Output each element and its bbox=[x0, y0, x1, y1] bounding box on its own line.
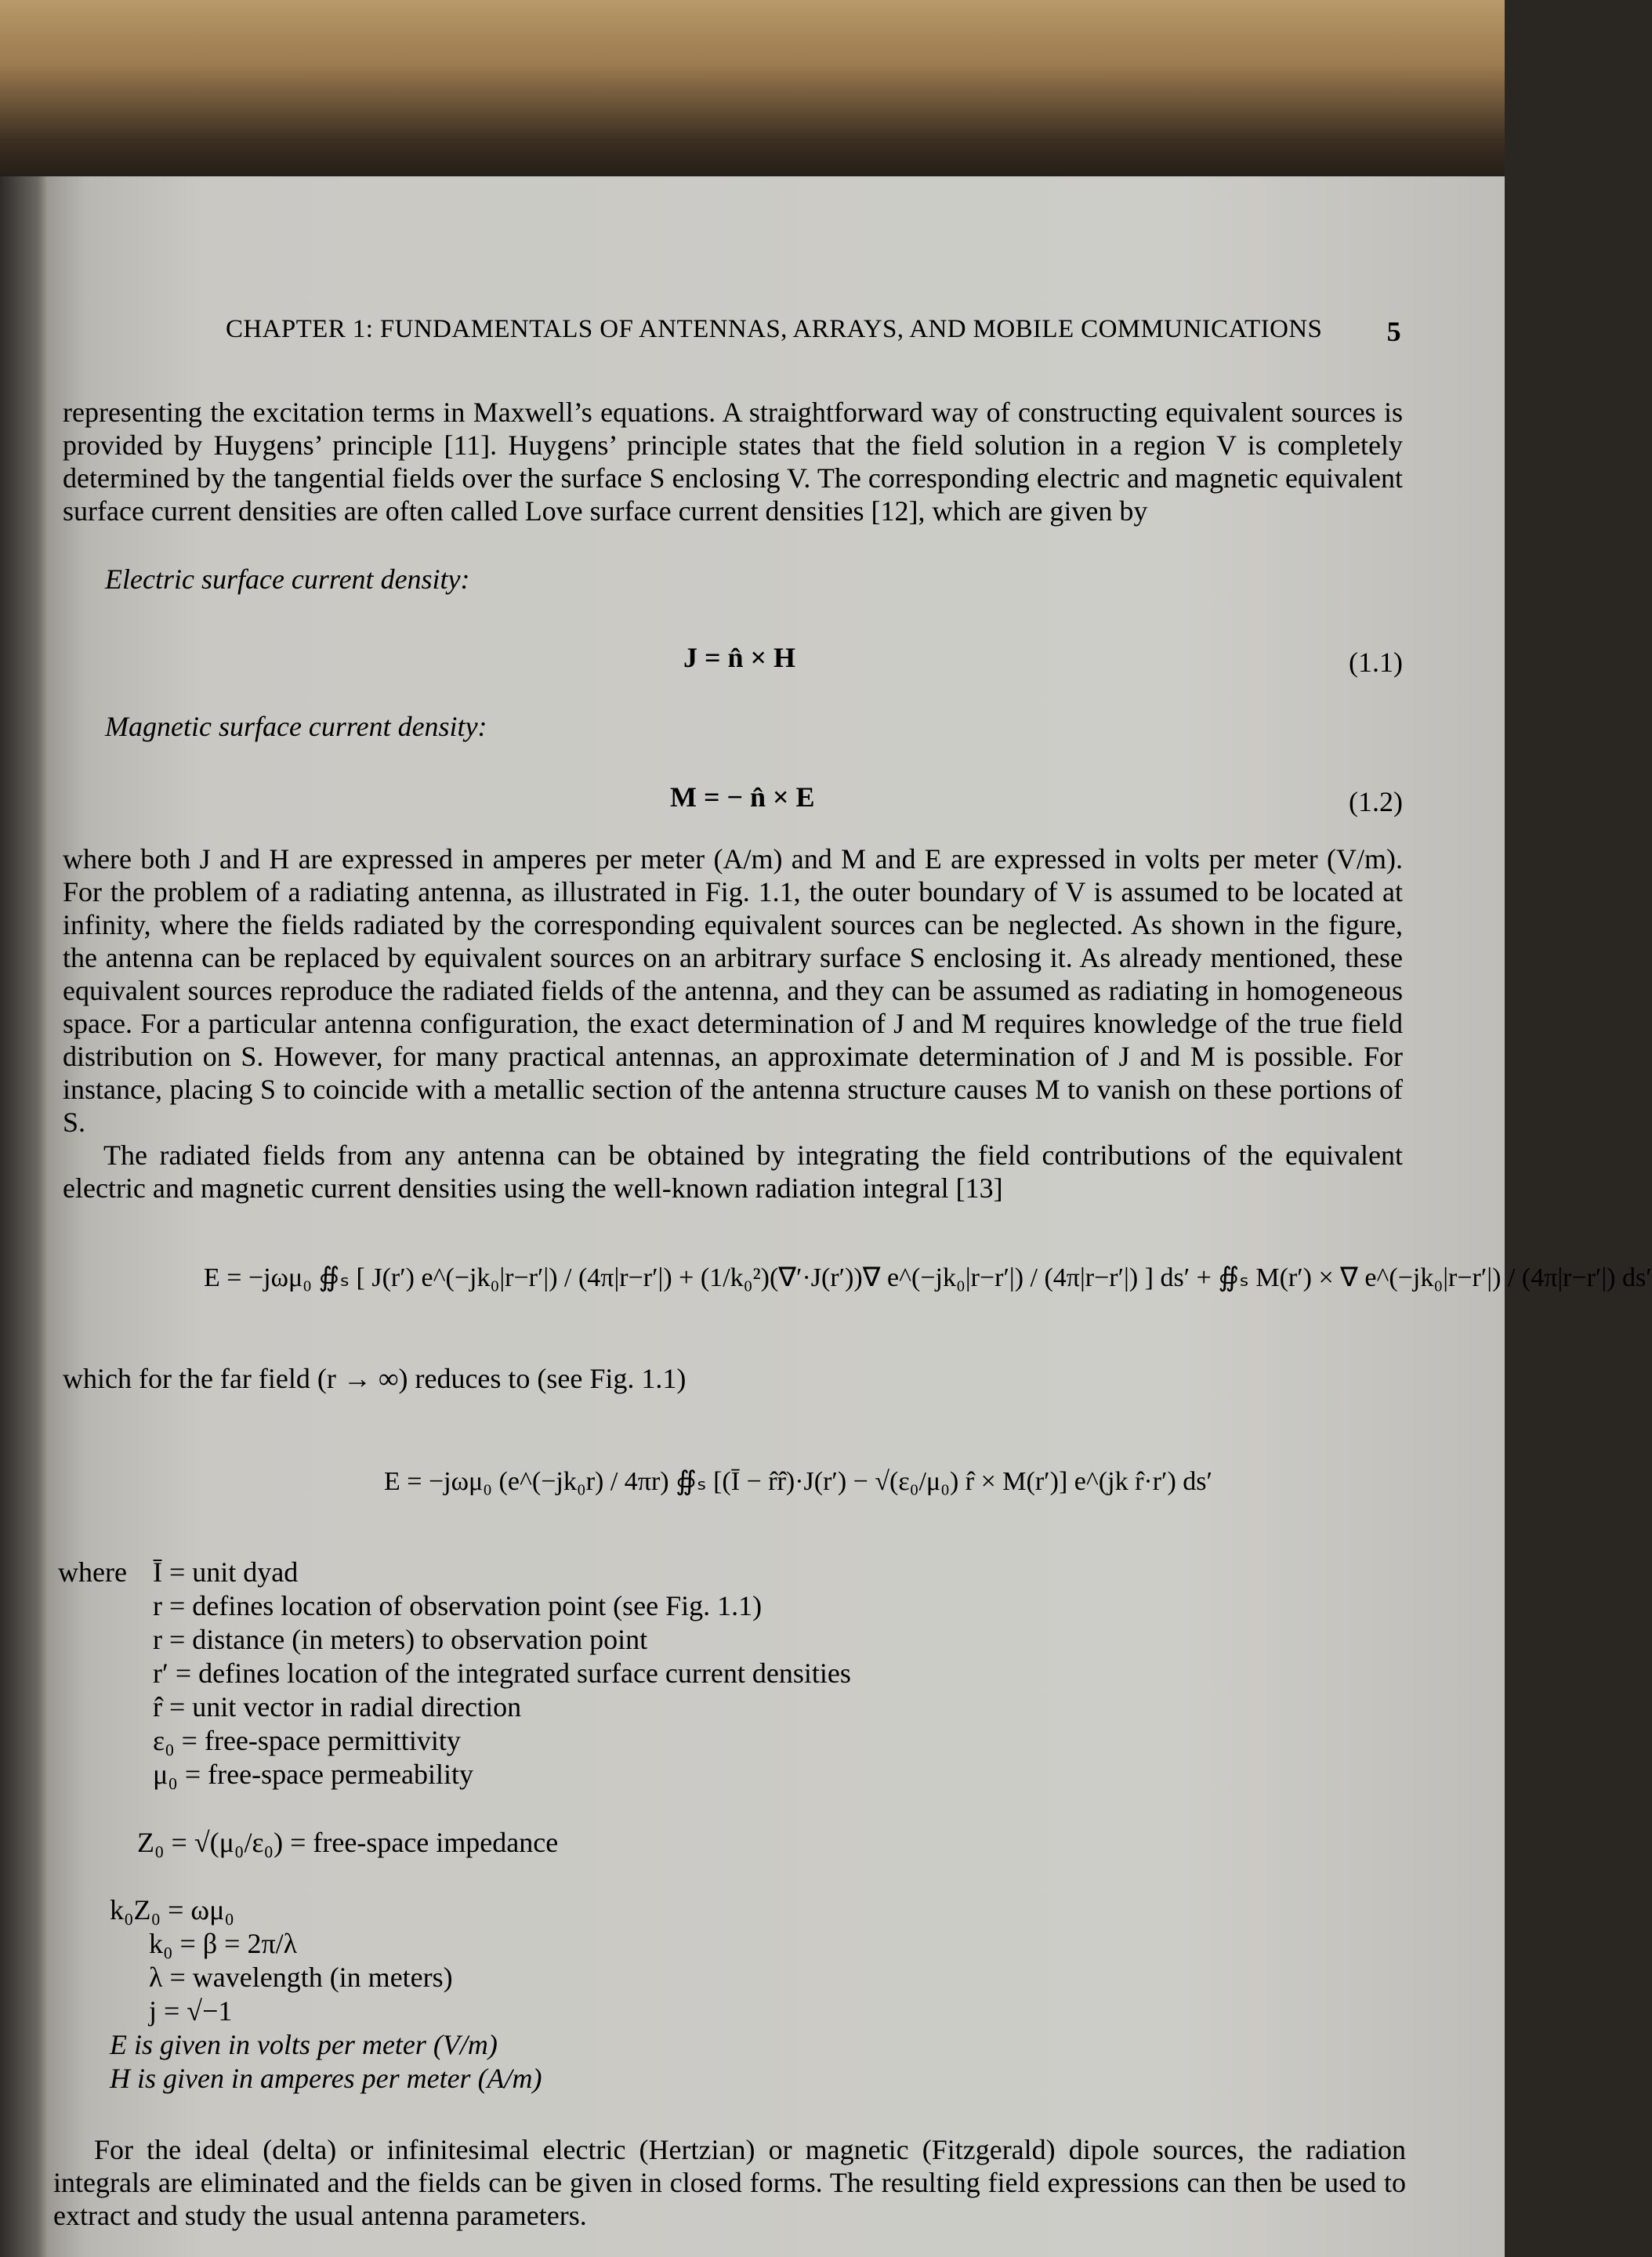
radiation-integral-equation: E = −jωμ₀ ∯ₛ [ J(r′) e^(−jk₀|r−r′|) / (4π|r−r′|) + (1/k₀²)(∇′·J(r′))∇ e^(−jk₀|r−r′|) / (4π|r−r′|) ] ds′ + ∯ₛ M(r′) × ∇ e^(−jk₀|r−r′|) / (4π|r−r′|) ds′ bbox=[204, 1263, 1652, 1292]
definition-integrated-location: r′ = defines location of the integrated surface current densities bbox=[153, 1657, 851, 1689]
paragraph-3: The radiated fields from any antenna can be obtained by integrating the field contributions of the equivalent electric and magnetic current densities using the well-known radiation integral [13] bbox=[63, 1139, 1403, 1204]
definition-h-units: H is given in amperes per meter (A/m) bbox=[110, 2063, 542, 2094]
label-electric-current: Electric surface current density: bbox=[105, 563, 470, 595]
definition-e-units: E is given in volts per meter (V/m) bbox=[110, 2029, 498, 2060]
paragraph-1: representing the excitation terms in Maxwell’s equations. A straightforward way of constructing equivalent sources is provided by Huygens’ principle [11]. Huygens’ principle states that the field solution in a region V is completely determined by the tangential fields over the surface S enclosing V. The corresponding electric and magnetic equivalent surface current densities are often called Love surface current densities [12], which are given by bbox=[63, 397, 1403, 527]
definition-radial-unit-vector: r̂ = unit vector in radial direction bbox=[153, 1691, 522, 1723]
where-word: where bbox=[58, 1556, 127, 1588]
definition-k0z0: k₀Z₀ = ωμ₀ bbox=[110, 1894, 234, 1926]
paragraph-body bbox=[63, 842, 1403, 1205]
paragraph-intro bbox=[63, 396, 1403, 527]
book-spine-shadow bbox=[0, 176, 47, 2257]
definition-imaginary-unit: j = √−1 bbox=[149, 1995, 233, 2027]
definition-permeability: μ₀ = free-space permeability bbox=[153, 1759, 473, 1790]
definition-impedance: Z₀ = √(μ₀/ε₀) = free-space impedance bbox=[137, 1827, 559, 1858]
definition-unit-dyad: Ī = unit dyad bbox=[153, 1556, 299, 1588]
definition-permittivity: ε₀ = free-space permittivity bbox=[153, 1725, 461, 1756]
paragraph-2: where both J and H are expressed in amperes per meter (A/m) and M and E are expressed in volts per meter (V/m). For the problem of a radiating antenna, as illustrated in Fig. 1.1, the outer boundary of V is assumed to be located at infinity, where the fields radiated by the corresponding equivalent sources can be neglected. As shown in the figure, the antenna can be replaced by equivalent sources on an arbitrary surface S enclosing it. As already mentioned, these equivalent sources reproduce the radiated fields of the antenna, and they can be assumed as radiating in homogeneous space. For a particular antenna configuration, the exact determination of J and M requires knowledge of the true field distribution on S. However, for many practical antennas, an approximate determination of J and M is possible. For instance, placing S to coincide with a metallic section of the antenna structure causes M to vanish on these portions of S. bbox=[63, 843, 1403, 1138]
farfield-equation: E = −jωμ₀ (e^(−jk₀r) / 4πr) ∯ₛ [(Ī − r̂r̂)·J(r′) − √(ε₀/μ₀) r̂ × M(r′)] e^(jk r̂·r′) ds′ bbox=[384, 1467, 1212, 1496]
chapter-title: CHAPTER 1: FUNDAMENTALS OF ANTENNAS, ARRAYS, AND MOBILE COMMUNICATIONS bbox=[226, 315, 1323, 343]
definitions-list-2 bbox=[110, 1893, 542, 2096]
running-header bbox=[226, 315, 1401, 348]
definition-wavelength: λ = wavelength (in meters) bbox=[149, 1962, 453, 1993]
paragraph-4: For the ideal (delta) or infinitesimal electric (Hertzian) or magnetic (Fitzgerald) dipole sources, the radiation integrals are eliminated and the fields can be given in closed forms. The resulting field expressions can then be used to extract and study the usual antenna parameters. bbox=[53, 2134, 1406, 2231]
equation-1-2: M = − n̂ × E bbox=[670, 781, 815, 813]
definition-observation-point: r = defines location of observation point (see Fig. 1.1) bbox=[153, 1590, 763, 1621]
equation-number-1-1: (1.1) bbox=[1349, 647, 1403, 678]
equation-1-1: J = n̂ × H bbox=[683, 642, 796, 673]
farfield-text: which for the far field (r → ∞) reduces to (see Fig. 1.1) bbox=[63, 1363, 687, 1394]
farfield-sentence bbox=[63, 1362, 1403, 1395]
definition-wavenumber: k₀ = β = 2π/λ bbox=[149, 1928, 298, 1959]
equation-number-1-2: (1.2) bbox=[1349, 786, 1403, 817]
label-magnetic-current: Magnetic surface current density: bbox=[105, 711, 487, 742]
definitions-list bbox=[153, 1556, 851, 1791]
page-number: 5 bbox=[1386, 316, 1401, 347]
definition-distance: r = distance (in meters) to observation point bbox=[153, 1624, 648, 1655]
paragraph-closing bbox=[53, 2133, 1406, 2232]
wooden-desk-background bbox=[0, 0, 1505, 188]
